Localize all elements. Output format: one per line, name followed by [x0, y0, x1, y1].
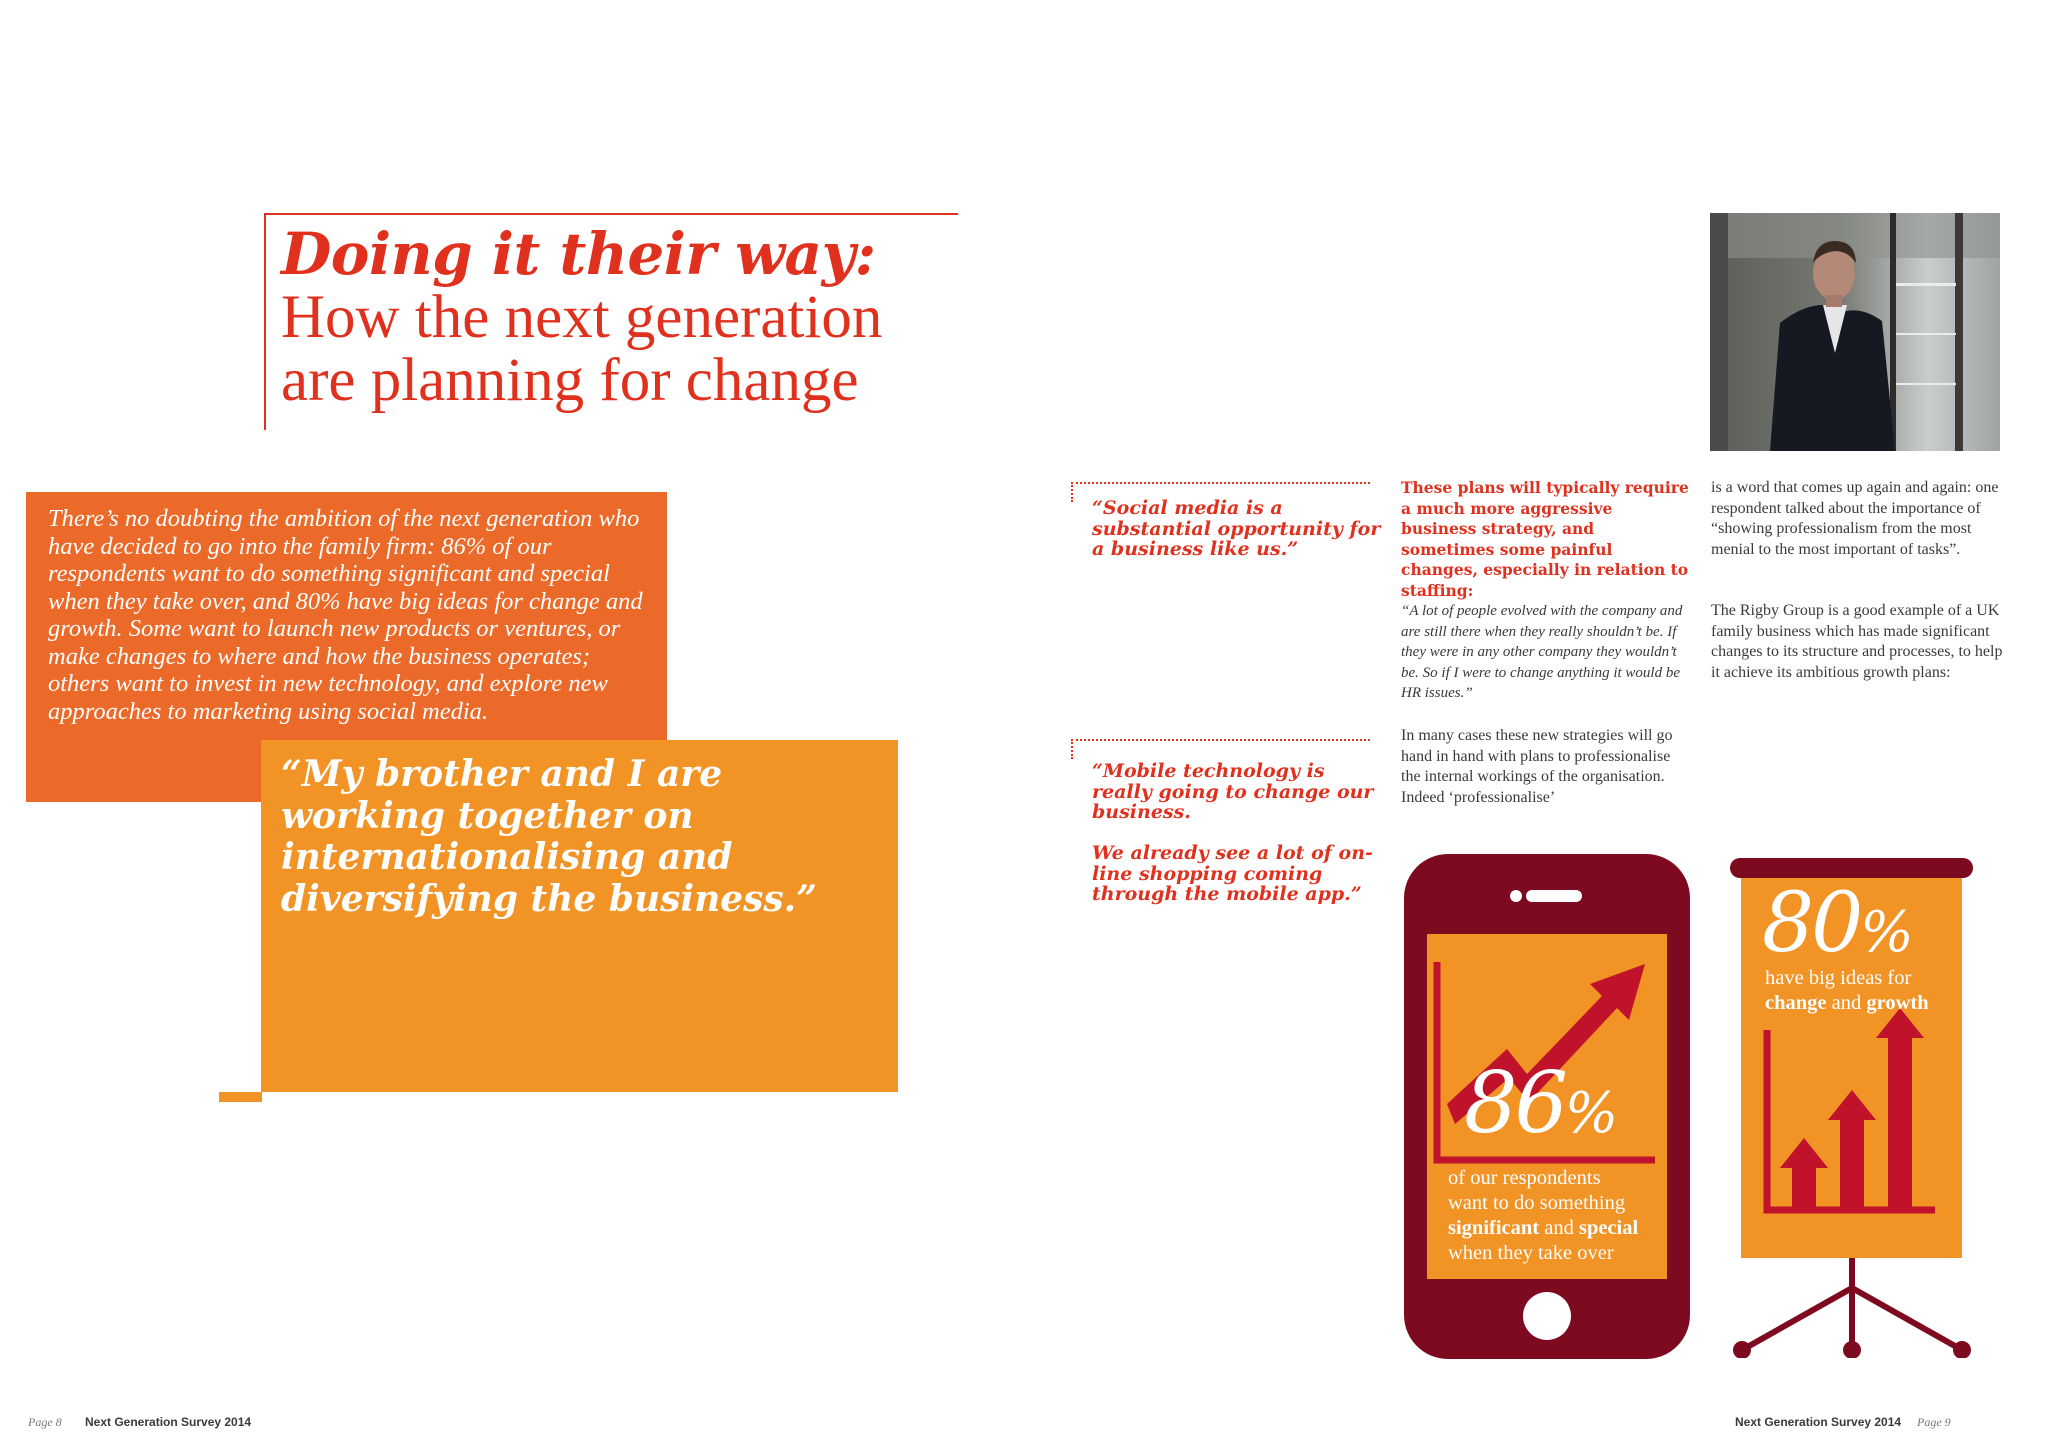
column-2-paragraph: In many cases these new strategies will go hand in hand with plans to professionalise the internal workings of the organisation. Indeed ‘professionalise’ — [1401, 727, 1673, 806]
intro-text: There’s no doubting the ambition of the next generation who have decided to go into the family firm: 86% of our respondents want to do something significant and special when they take over, and 80% have big ideas for change and growth. Some want to launch new products or ventures, or make changes to where and how the business operates; others want to invest in new technology, and explore new approaches to marketing using social media. — [48, 505, 643, 725]
page-number-right: Page 9 — [1917, 1415, 1951, 1429]
subtitle-line-2: are planning for change — [281, 347, 859, 414]
stat-86-line-4: when they take over — [1448, 1242, 1614, 1264]
stat-86-line-1: of our respondents — [1448, 1167, 1601, 1189]
stat-80-caption — [1765, 966, 1975, 1016]
main-quote: “My brother and I are working together on internationalising and diversifying the business.” — [281, 753, 817, 920]
stat-86-line-2: want to do something — [1448, 1192, 1626, 1214]
pull-quote-mobile-1: “Mobile technology is really going to change our business. — [1092, 760, 1374, 823]
stat-86-bold-a: significant — [1448, 1217, 1540, 1239]
stat-86-mid: and — [1539, 1217, 1579, 1239]
stat-86-value — [1464, 1054, 1619, 1159]
stat-80-number: 80 — [1762, 876, 1861, 971]
stat-80-line-1: have big ideas for — [1765, 967, 1912, 989]
pull-quote-mobile-2: We already see a lot of on-line shopping coming through the mobile app.” — [1092, 842, 1373, 905]
pull-quote-rule — [1071, 739, 1370, 759]
column-2-lead: These plans will typically require a much more aggressive business strategy, and sometimes some painful changes, especially in relation to staffing: — [1401, 478, 1689, 600]
stat-86-percent: % — [1564, 1081, 1619, 1146]
subtitle-line-1: How the next generation — [281, 284, 883, 351]
page-title: Doing it their way: — [281, 220, 876, 288]
column-2-quote: “A lot of people evolved with the company and are still there when they really shouldn’t be. If they were in any other company they wouldn’t be. So if I were to change anything it would be HR issues.” — [1401, 603, 1683, 701]
stat-86-caption — [1448, 1166, 1678, 1266]
footer-title-left: Next Generation Survey 2014 — [85, 1415, 252, 1429]
stat-80-mid: and — [1826, 992, 1867, 1014]
stat-86-bold-b: special — [1578, 1217, 1639, 1239]
stat-80-bold-b: growth — [1866, 992, 1929, 1014]
stat-80-bold-a: change — [1765, 992, 1827, 1014]
stat-86-line-3 — [1448, 1216, 1678, 1241]
stat-80-line-2 — [1765, 991, 1975, 1016]
pull-quote-social: “Social media is a substantial opportunity for a business like us.” — [1092, 497, 1381, 560]
page-subtitle — [281, 286, 981, 412]
quote-panel-tab — [219, 1092, 262, 1102]
column-3-paragraph-2: The Rigby Group is a good example of a UK family business which has made significant changes to its structure and processes, to help it achieve its ambitious growth plans: — [1711, 602, 2003, 681]
column-3-paragraph-1: is a word that comes up again and again: one respondent talked about the importance of “showing professionalism from the most menial to the most important of tasks”. — [1711, 479, 1999, 558]
stat-86-number: 86 — [1464, 1054, 1565, 1152]
footer-title-right: Next Generation Survey 2014 — [1735, 1415, 1902, 1429]
interview-photo — [1710, 213, 2000, 451]
stat-80-percent: % — [1860, 900, 1914, 965]
page-number-left: Page 8 — [28, 1415, 62, 1429]
stat-80-value — [1762, 876, 1914, 977]
